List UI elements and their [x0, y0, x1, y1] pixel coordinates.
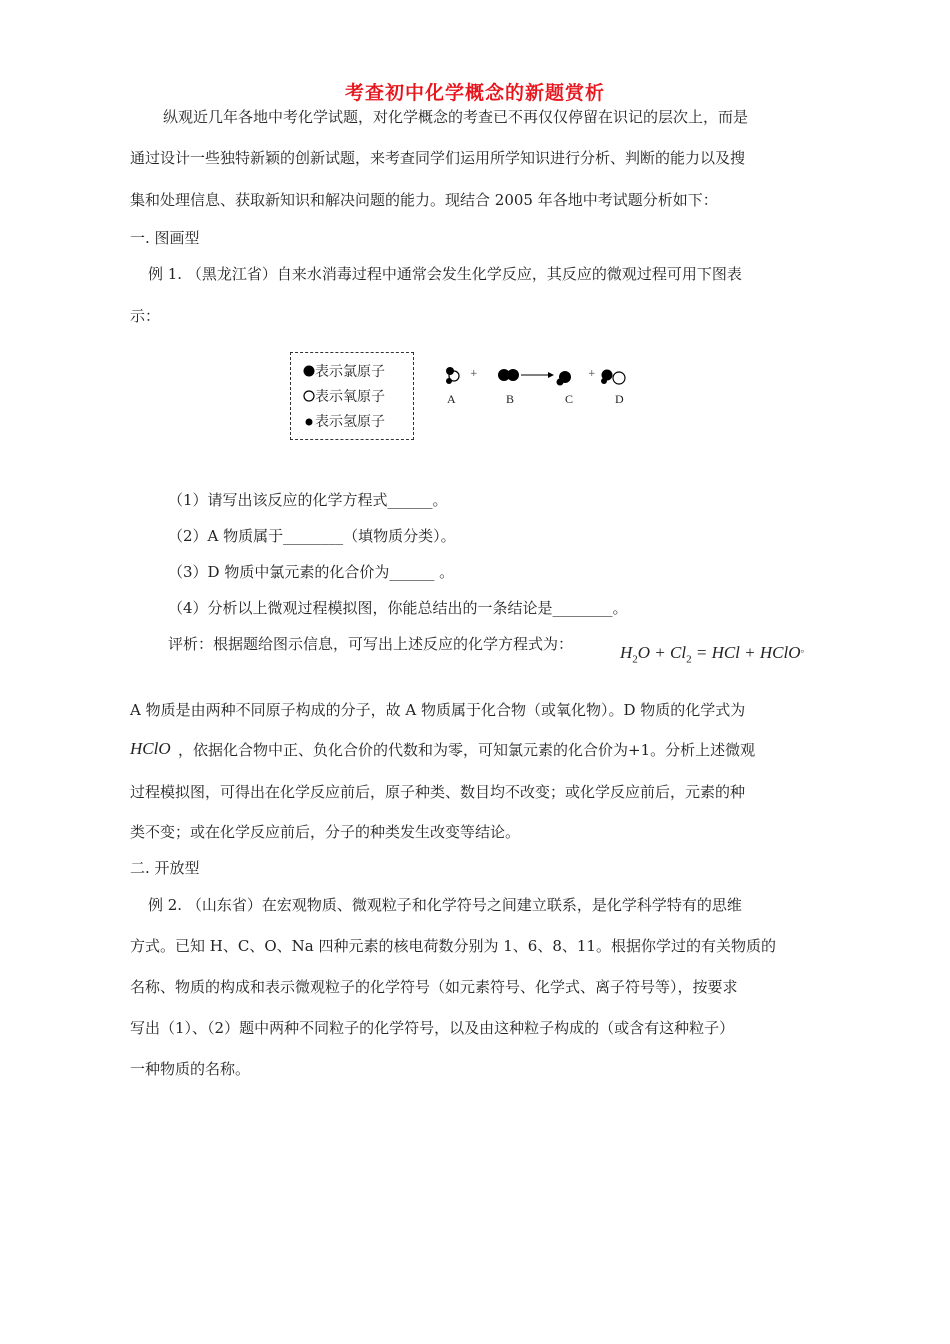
- example2-line-2: 方式。已知 H、C、O、Na 四种元素的核电荷数分别为 1、6、8、11。根据你学过的有关物质的: [130, 937, 776, 955]
- arrow-head-icon: [548, 372, 554, 378]
- molecule-c: [557, 371, 572, 386]
- page-title: 考查初中化学概念的新题赏析: [344, 82, 605, 104]
- label-a: A: [447, 392, 456, 406]
- molecule-d: [601, 370, 625, 385]
- legend-oxygen: 表示氧原子: [303, 388, 385, 406]
- example2-line-3: 名称、物质的构成和表示微观粒子的化学符号（如元素符号、化学式、离子符号等），按要求: [130, 978, 738, 996]
- section-heading-2: 二. 开放型: [130, 859, 200, 877]
- section-heading-1: 一. 图画型: [130, 229, 200, 247]
- molecule-b: [498, 369, 519, 381]
- example2-line-4: 写出（1）、（2）题中两种不同粒子的化学符号，以及由这种粒子构成的（或含有这种粒子）: [130, 1019, 735, 1037]
- example1-line-2: 示：: [130, 307, 161, 325]
- hclo-formula: HClO: [130, 739, 171, 758]
- label-b: B: [506, 392, 515, 406]
- intro-line-1: 纵观近几年各地中考化学试题，对化学概念的考查已不再仅仅停留在识记的层次上，而是: [163, 108, 749, 126]
- analysis-lead: 评析：根据题给图示信息，可写出上述反应的化学方程式为：: [168, 635, 574, 653]
- question-4: （4）分析以上微观过程模拟图，你能总结出的一条结论是________。: [168, 599, 628, 617]
- label-d: D: [615, 392, 624, 406]
- molecule-a: [446, 367, 459, 384]
- question-3: （3）D 物质中氯元素的化合价为______ 。: [168, 563, 455, 581]
- oxygen-atom-icon: [303, 390, 315, 402]
- intro-line-2: 通过设计一些独特新颖的创新试题，来考查同学们运用所学知识进行分析、判断的能力以及搜: [130, 149, 746, 167]
- chlorine-atom-icon: [303, 365, 315, 377]
- legend-chlorine: 表示氯原子: [303, 363, 385, 381]
- analysis-line-3: 过程模拟图，可得出在化学反应前后，原子种类、数目均不改变；或化学反应前后，元素的种: [130, 783, 746, 801]
- chemical-equation: $H_2O + Cl_2$ = HCl + HClO。: [620, 643, 811, 666]
- label-c: C: [565, 392, 574, 406]
- example1-line-1: 例 1. （黑龙江省）自来水消毒过程中通常会发生化学反应，其反应的微观过程可用下图表: [148, 265, 742, 283]
- analysis-line-2: ，依据化合物中正、负化合价的代数和为零，可知氯元素的化合价为+1。分析上述微观: [178, 741, 756, 759]
- plus-sign-2: +: [588, 369, 596, 379]
- atom-legend: [290, 352, 414, 440]
- intro-line-3: 集和处理信息、获取新知识和解决问题的能力。现结合 2005 年各地中考试题分析如下：: [130, 191, 718, 209]
- analysis-line-1: A 物质是由两种不同原子构成的分子，故 A 物质属于化合物（或氧化物）。D 物质的化学式为: [130, 701, 746, 719]
- example2-line-1: 例 2. （山东省）在宏观物质、微观粒子和化学符号之间建立联系，是化学科学特有的思维: [148, 896, 742, 914]
- example2-line-5: 一种物质的名称。: [130, 1060, 251, 1078]
- plus-sign-1: +: [470, 369, 478, 379]
- legend-hydrogen: 表示氢原子: [303, 413, 385, 431]
- question-2: （2）A 物质属于________（填物质分类）。: [168, 527, 456, 545]
- analysis-line-4: 类不变；或在化学反应前后，分子的种类发生改变等结论。: [130, 823, 521, 841]
- hydrogen-atom-icon: [303, 415, 315, 427]
- question-1: （1）请写出该反应的化学方程式______。: [168, 491, 448, 509]
